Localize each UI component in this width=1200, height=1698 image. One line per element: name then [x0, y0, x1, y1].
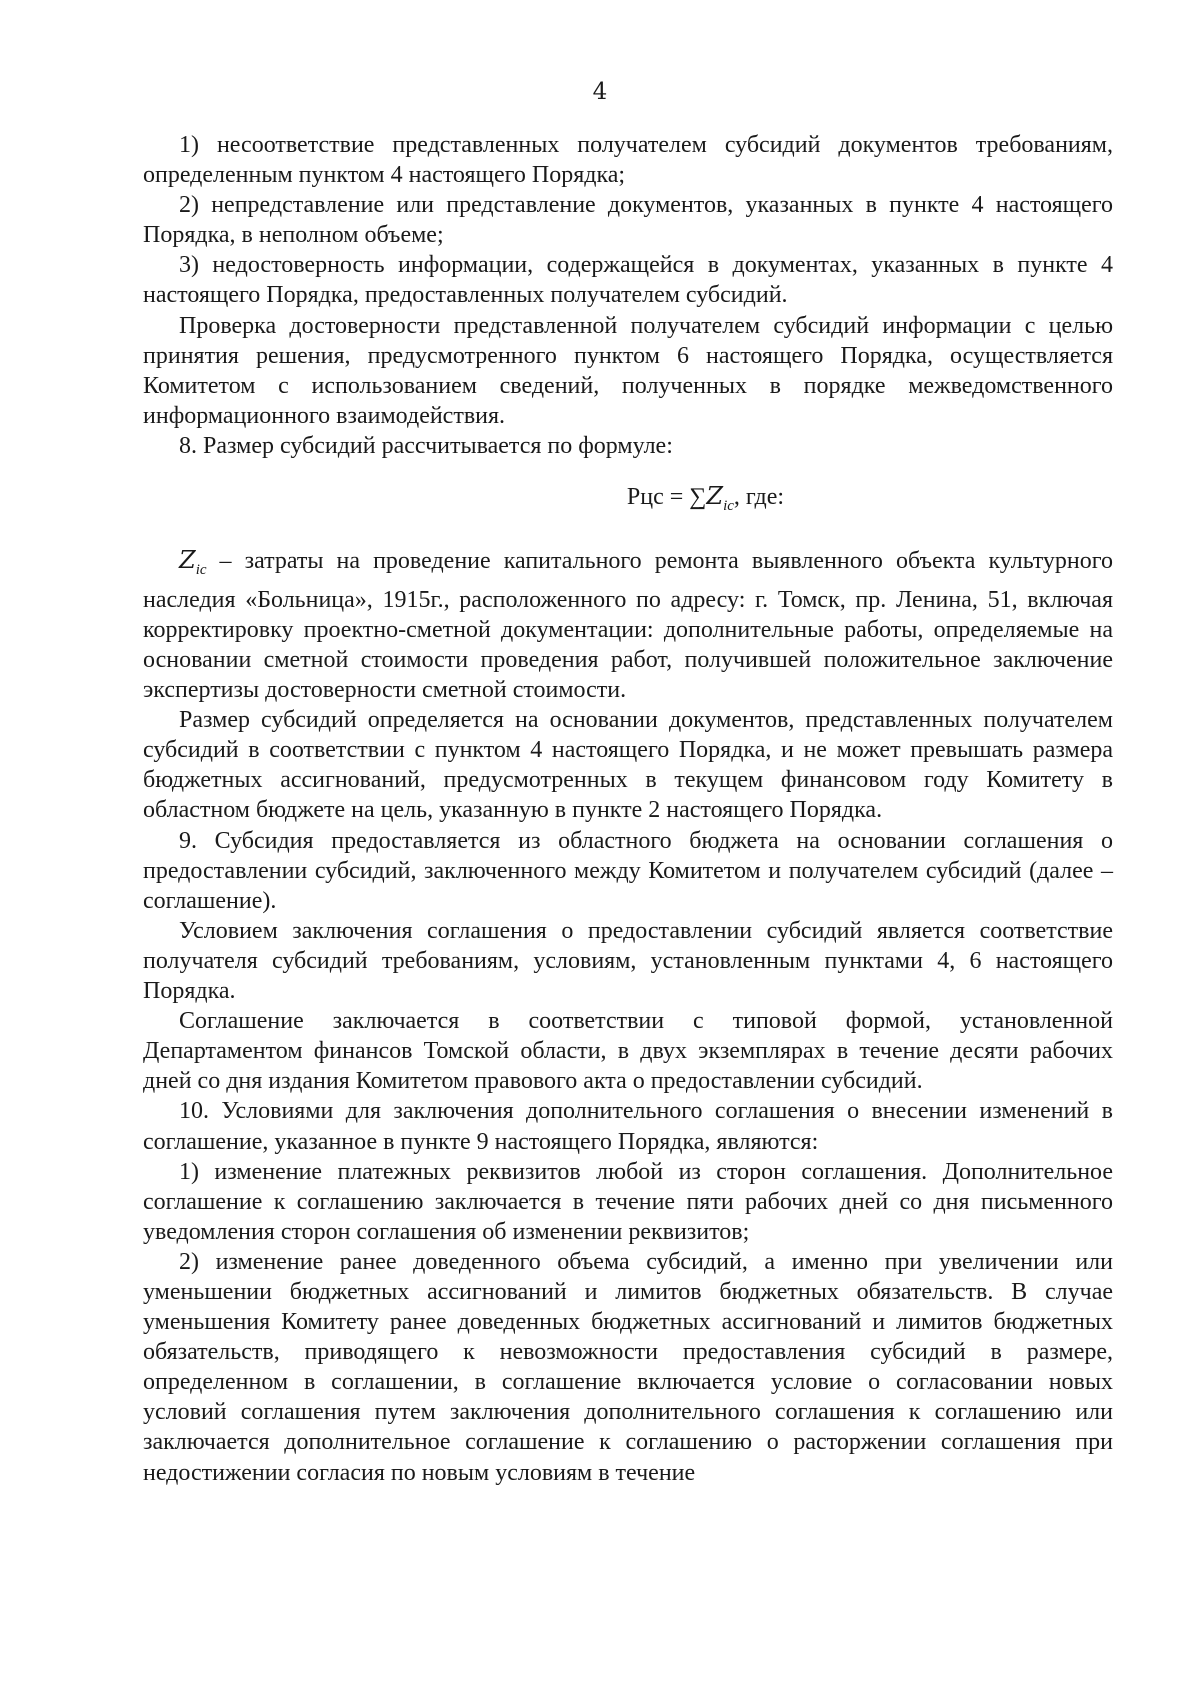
- formula-lhs: Рцс = ∑: [626, 484, 707, 511]
- formula-variable: Z: [706, 482, 724, 511]
- paragraph-subsidy-size: Размер субсидий определяется на основании документов, представленных получателем субсидий в соответствии с пунктом 4 настоящего Порядка, и не может превышать размера бюджетных ассигнований, предусмотренных в текущем финансовом году Комитету в областном бюджете на цель, указанную в пункте 2 настоящего Порядка.: [143, 707, 1113, 824]
- paragraph-item-2: 2) непредставление или представление документов, указанных в пункте 4 настоящего Порядка, в неполном объеме;: [143, 192, 1113, 249]
- definition-subscript: ic: [195, 561, 207, 578]
- page-number: 4: [592, 79, 608, 105]
- paragraph-section-8: 8. Размер субсидий рассчитывается по формуле:: [179, 432, 673, 459]
- formula-suffix: , где:: [733, 484, 785, 511]
- formula-subscript: ic: [723, 497, 734, 514]
- document-body: [143, 130, 1113, 1488]
- paragraph-condition-1: 1) изменение платежных реквизитов любой из сторон соглашения. Дополнительное соглашение к соглашению заключается в течение пяти рабочих дней со дня письменного уведомления сторон соглашения об изменении реквизитов;: [143, 1158, 1113, 1245]
- paragraph-item-3: 3) недостоверность информации, содержащейся в документах, указанных в пункте 4 настоящего Порядка, предоставленных получателем субсидий.: [143, 252, 1113, 309]
- formula: [143, 481, 1113, 521]
- paragraph-condition-2: 2) изменение ранее доведенного объема субсидий, а именно при увеличении или уменьшении бюджетных ассигнований и лимитов бюджетных обязательств. В случае уменьшения Комитету ранее доведенных бюджетных ассигнований и лимитов бюджетных обязательств, приводящего к невозможности предоставления субсидий в размере, определенном в соглашении, в соглашение включается условие о согласовании новых условий соглашения путем заключения дополнительного соглашения к соглашению или заключается дополнительное соглашение к соглашению о расторжении соглашения при недостижении согласия по новым условиям в течение: [143, 1248, 1113, 1486]
- formula-definition: [143, 545, 1113, 705]
- paragraph-section-9: 9. Субсидия предоставляется из областного бюджета на основании соглашения о предоставлении субсидий, заключенного между Комитетом и получателем субсидий (далее – соглашение).: [143, 827, 1113, 914]
- paragraph-item-1: 1) несоответствие представленных получателем субсидий документов требованиям, определенным пунктом 4 настоящего Порядка;: [143, 132, 1113, 189]
- definition-variable: Z: [179, 545, 196, 574]
- paragraph-agreement-form: Соглашение заключается в соответствии с типовой формой, установленной Департаментом финансов Томской области, в двух экземплярах в течение десяти рабочих дней со дня издания Комитетом правового акта о предоставлении субсидий.: [143, 1008, 1113, 1095]
- paragraph-agreement-condition: Условием заключения соглашения о предоставлении субсидий является соответствие получателя субсидий требованиям, условиям, установленным пунктами 4, 6 настоящего Порядка.: [143, 917, 1113, 1005]
- definition-text: – затраты на проведение капитального ремонта выявленного объекта культурного наследия «Больница», 1915г., расположенного по адресу: г. Томск, пр. Ленина, 51, включая корректировку проектно-сметной документации: дополнительные работы, определяемые на основании сметной стоимости проведения работ, получившей положительное заключение экспертизы достоверности сметной стоимости.: [143, 547, 1113, 704]
- paragraph-section-10: 10. Условиями для заключения дополнительного соглашения о внесении изменений в соглашение, указанное в пункте 9 настоящего Порядка, являются:: [143, 1098, 1113, 1155]
- paragraph-verification: Проверка достоверности представленной получателем субсидий информации с целью принятия решения, предусмотренного пунктом 6 настоящего Порядка, осуществляется Комитетом с использованием сведений, полученных в порядке межведомственного информационного взаимодействия.: [143, 312, 1113, 429]
